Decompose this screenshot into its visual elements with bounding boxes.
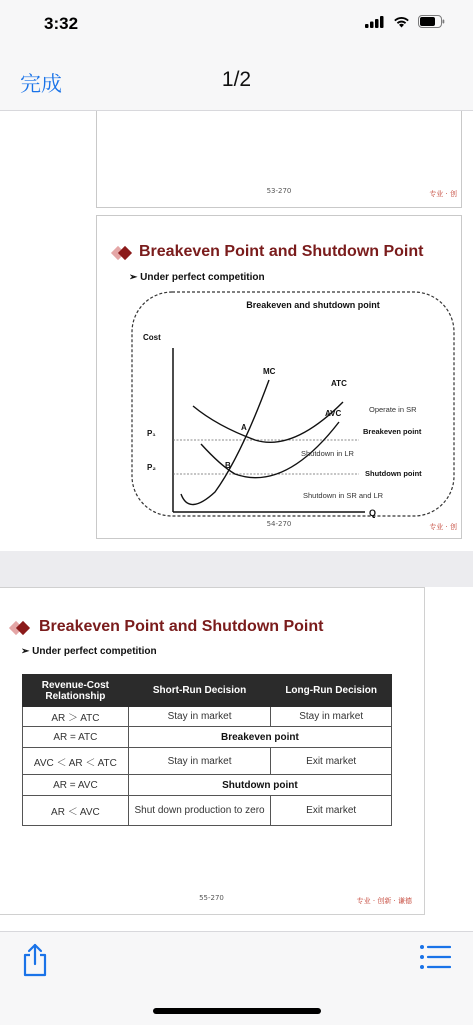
y-axis-label: Cost (143, 333, 161, 342)
series-label-atc: ATC (331, 379, 347, 388)
table-cell: AR = AVC (23, 775, 129, 796)
chart-title: Breakeven and shutdown point (246, 300, 380, 310)
slide-page-number: 53-270 (266, 187, 292, 195)
series-label-avc: AVC (325, 409, 342, 418)
table-cell-merged: Breakeven point (128, 727, 391, 748)
breakeven-shutdown-chart (117, 288, 457, 520)
slide-55 (0, 587, 425, 915)
slide-53 (96, 111, 462, 208)
slide-page-number: 55-270 (199, 894, 224, 902)
document-viewer[interactable] (0, 111, 473, 931)
status-bar (0, 0, 473, 50)
table-cell: Shut down production to zero (128, 796, 271, 826)
table-cell: Stay in market (128, 748, 271, 775)
series-label-mc: MC (263, 367, 276, 376)
decision-table (22, 674, 392, 826)
table-header-row (23, 675, 392, 707)
table-cell: Stay in market (128, 707, 271, 727)
slide-bullet (129, 272, 265, 283)
table-cell: AVC ＜ AR ＜ ATC (23, 748, 129, 775)
slide-title: Breakeven Point and Shutdown Point (39, 618, 324, 635)
mc-curve (181, 380, 269, 505)
table-cell-merged: Shutdown point (128, 775, 391, 796)
table-cell: AR ＜ AVC (23, 796, 129, 826)
table-row (23, 727, 392, 748)
slide-54 (96, 215, 462, 539)
document-page-2 (0, 587, 473, 931)
list-icon[interactable] (419, 944, 451, 970)
done-button[interactable]: 完成 (20, 72, 62, 96)
table-row (23, 796, 392, 826)
status-icons (365, 15, 445, 28)
y-tick-p2: P₂ (147, 463, 156, 472)
annotation-shutdown-point: Shutdown point (365, 469, 422, 478)
document-page-1 (0, 111, 473, 551)
slide-brand-text: 专业 · 创 (429, 523, 457, 531)
home-indicator[interactable] (153, 1008, 321, 1014)
point-label-b: B (225, 461, 231, 470)
bullet-arrow-icon: ➢ (21, 646, 33, 657)
bullet-text: Under perfect competition (140, 272, 265, 283)
table-header: Long-Run Decision (271, 675, 392, 707)
annotation-shutdown-lr: Shutdown in LR (301, 449, 354, 458)
chart-frame (132, 292, 454, 516)
wifi-icon (393, 16, 410, 28)
bullet-arrow-icon: ➢ (129, 272, 141, 283)
slide-title: Breakeven Point and Shutdown Point (139, 243, 424, 260)
table-header: Revenue-Cost Relationship (23, 675, 129, 707)
point-label-a: A (241, 423, 247, 432)
share-icon[interactable] (21, 943, 49, 977)
annotation-breakeven: Breakeven point (363, 427, 422, 436)
y-tick-p1: P₁ (147, 429, 156, 438)
table-cell: AR ＞ ATC (23, 707, 129, 727)
slide-page-number: 54-270 (266, 520, 292, 528)
slide-bullet (21, 646, 157, 657)
table-row (23, 775, 392, 796)
annotation-shutdown-sr-lr: Shutdown in SR and LR (303, 491, 384, 500)
table-cell: Exit market (271, 796, 392, 826)
status-time: 3:32 (44, 14, 79, 33)
battery-icon (418, 15, 445, 28)
atc-curve (193, 402, 343, 442)
navigation-bar (0, 50, 473, 111)
bottom-toolbar (0, 931, 473, 1025)
annotation-operate-sr: Operate in SR (369, 405, 417, 414)
table-cell: AR = ATC (23, 727, 129, 748)
cellular-signal-icon (365, 16, 385, 28)
slide-brand-text: 专业 · 创新 · 谦德 (356, 897, 412, 905)
table-cell: Stay in market (271, 707, 392, 727)
table-row (23, 748, 392, 775)
table-header: Short-Run Decision (128, 675, 271, 707)
bullet-text: Under perfect competition (32, 646, 157, 657)
x-axis-label: Q (369, 508, 377, 518)
table-row (23, 707, 392, 727)
table-cell: Exit market (271, 748, 392, 775)
slide-brand-text: 专业 · 创 (429, 190, 457, 198)
page-indicator: 1/2 (221, 68, 252, 91)
